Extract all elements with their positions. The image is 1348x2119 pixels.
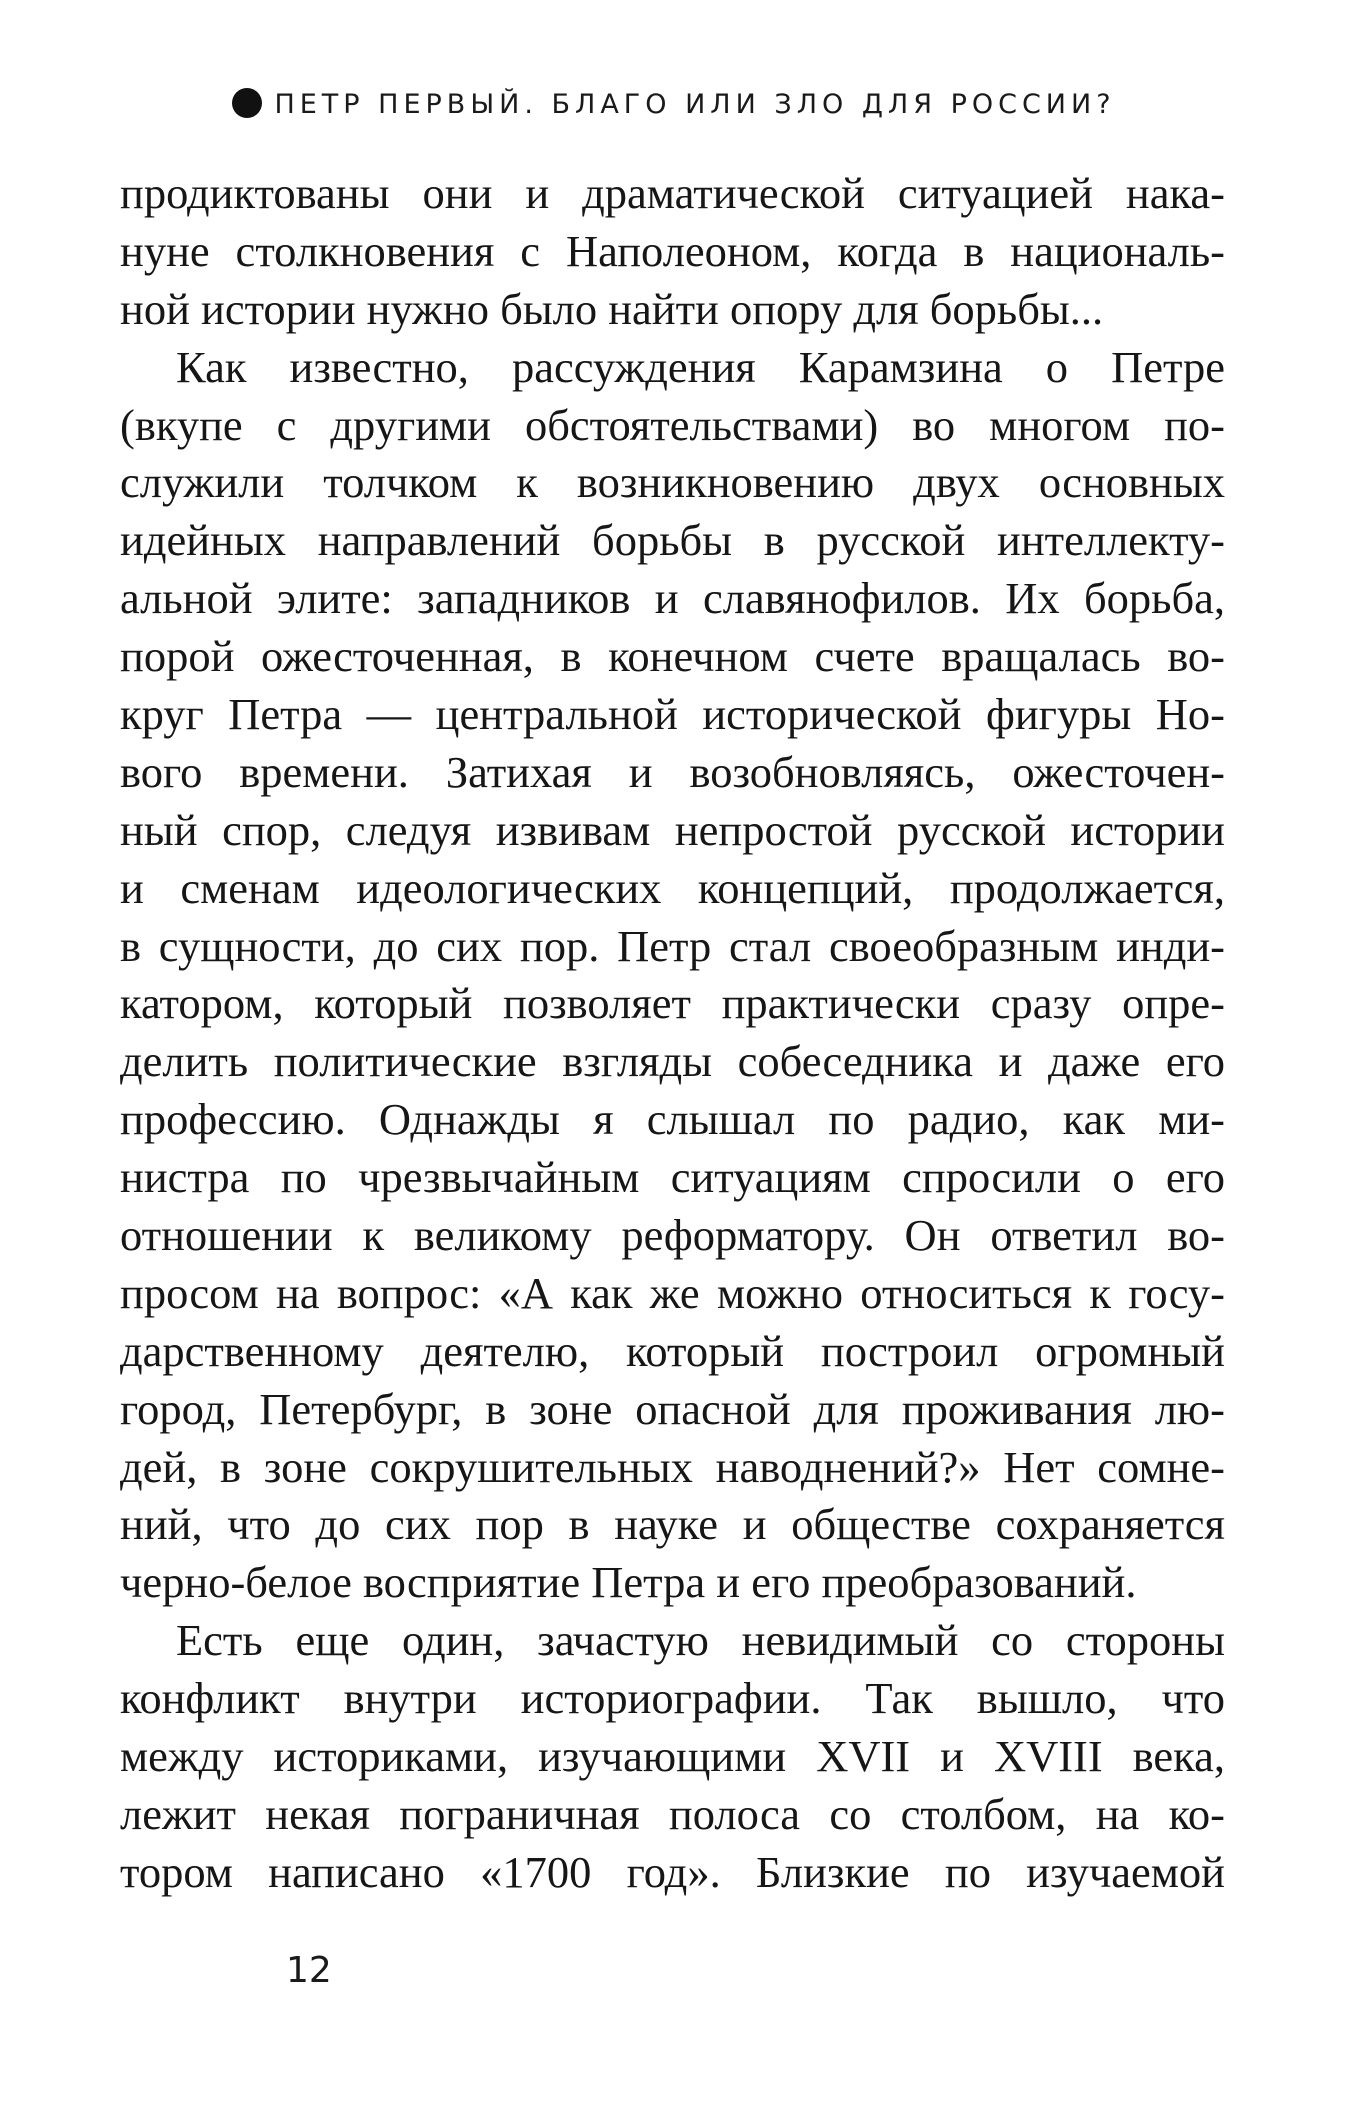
text-line: нистра по чрезвычайным ситуациям спросили о его [120, 1152, 1225, 1203]
paragraph-first-line: Есть еще один, зачастую невидимый со стороны [176, 1615, 1225, 1666]
text-line: ной истории нужно было найти опору для борьбы... [120, 283, 1104, 334]
text-line: отношении к великому реформатору. Он ответил во- [120, 1210, 1225, 1261]
running-header [0, 88, 1348, 120]
text-line: в сущности, до сих пор. Петр стал своеобразным инди- [120, 920, 1225, 971]
text-line: ный спор, следуя извивам непростой русской истории [120, 804, 1225, 855]
text-line: делить политические взгляды собеседника и даже его [120, 1036, 1225, 1087]
bullet-dot-icon [232, 88, 262, 118]
text-line: (вкупе с другими обстоятельствами) во многом по- [120, 399, 1225, 450]
text-line: идейных направлений борьбы в русской интеллекту- [120, 515, 1225, 566]
paragraph-first-line: Как известно, рассуждения Карамзина о Петре [176, 341, 1225, 392]
running-header-title: ПЕТР ПЕРВЫЙ. БЛАГО ИЛИ ЗЛО ДЛЯ РОССИИ? [274, 89, 1116, 120]
text-line: продиктованы они и драматической ситуацией нака- [120, 168, 1225, 218]
text-line: дарственному деятелю, который построил огромный [120, 1325, 1225, 1376]
body-text [120, 165, 1225, 1902]
text-line: просом на вопрос: «А как же можно относиться к госу- [120, 1267, 1225, 1318]
text-line: круг Петра — центральной исторической фигуры Но- [120, 689, 1225, 740]
text-line: альной элите: западников и славянофилов. Их борьба, [120, 573, 1225, 624]
text-line: тором написано «1700 год». Близкие по изучаемой [120, 1846, 1225, 1897]
text-line: между историками, изучающими XVII и XVIII века, [120, 1731, 1225, 1782]
text-line: лежит некая пограничная полоса со столбом, на ко- [120, 1788, 1225, 1839]
text-line: ний, что до сих пор в науке и обществе сохраняется [120, 1499, 1225, 1550]
text-line: порой ожесточенная, в конечном счете вращалась во- [120, 631, 1225, 682]
text-line: катором, который позволяет практически сразу опре- [120, 978, 1225, 1029]
text-line: и сменам идеологических концепций, продолжается, [120, 862, 1225, 913]
text-line: конфликт внутри историографии. Так вышло, что [120, 1673, 1225, 1724]
text-line: город, Петербург, в зоне опасной для проживания лю- [120, 1383, 1225, 1434]
text-line: дей, в зоне сокрушительных наводнений?» Нет сомне- [120, 1441, 1225, 1492]
text-line: профессию. Однажды я слышал по радио, как ми- [120, 1094, 1225, 1145]
text-line: черно-белое восприятие Петра и его преобразований. [120, 1557, 1137, 1608]
text-line: служили толчком к возникновению двух основных [120, 457, 1225, 508]
text-line: вого времени. Затихая и возобновляясь, ожесточен- [120, 746, 1225, 797]
page-number: 12 [286, 1950, 332, 1991]
text-line: нуне столкновения с Наполеоном, когда в националь- [120, 225, 1225, 276]
